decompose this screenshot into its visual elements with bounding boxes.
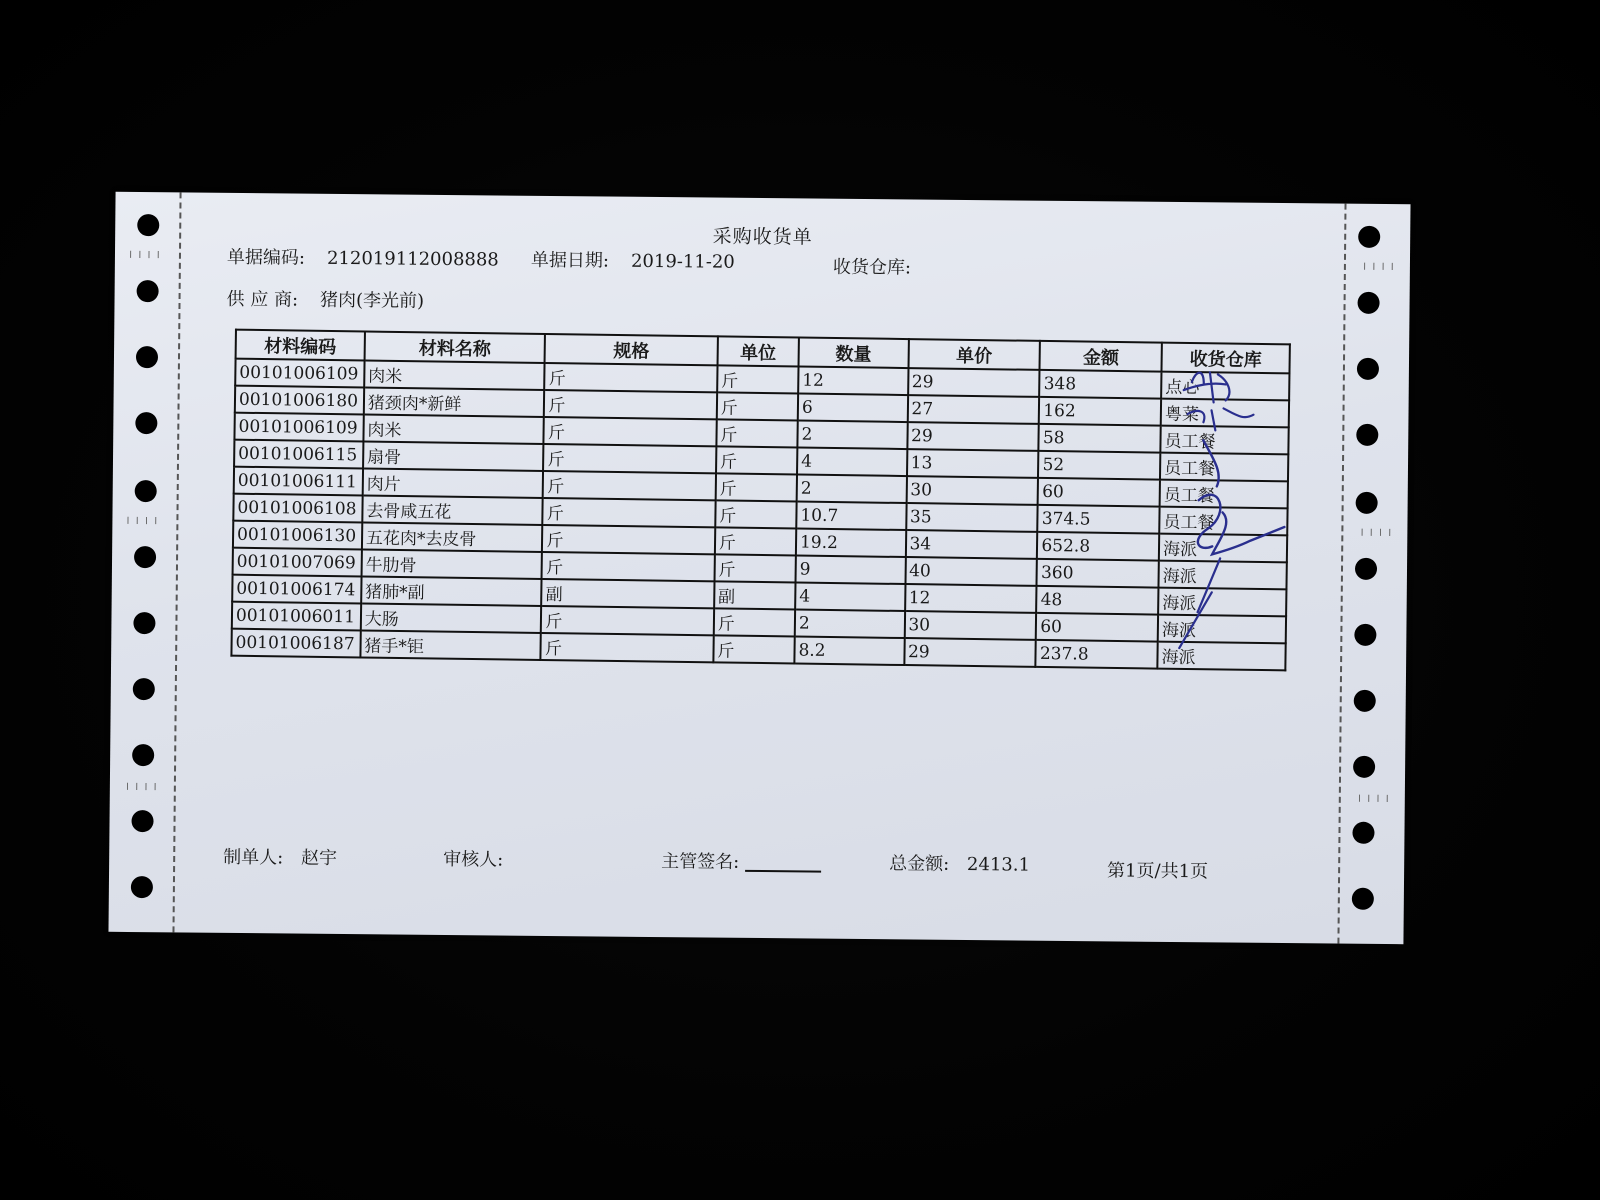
table-cell: 30 — [906, 476, 1038, 505]
table-cell: 35 — [906, 503, 1038, 532]
tractor-hole — [1357, 358, 1379, 380]
table-cell: 27 — [907, 395, 1039, 424]
table-cell: 肉米 — [363, 414, 544, 444]
tractor-hole — [1353, 756, 1375, 778]
table-cell: 斤 — [542, 552, 715, 581]
table-cell: 海派 — [1159, 534, 1287, 563]
table-cell: 00101006180 — [235, 386, 364, 415]
table-cell: 29 — [908, 368, 1040, 397]
column-header: 收货仓库 — [1162, 343, 1290, 374]
table-cell: 360 — [1037, 559, 1159, 588]
tractor-hole — [1357, 292, 1379, 314]
table-cell: 斤 — [544, 390, 717, 419]
table-cell: 斤 — [544, 417, 717, 446]
bill-number-label: 单据编码: — [226, 246, 306, 269]
table-cell: 8.2 — [794, 636, 904, 665]
table-cell: 斤 — [543, 471, 716, 500]
table-cell: 652.8 — [1037, 532, 1159, 561]
table-cell: 00101006187 — [231, 629, 360, 658]
table-cell: 2 — [797, 475, 907, 504]
table-cell: 海派 — [1158, 588, 1286, 617]
left-tractor-holes — [130, 192, 167, 932]
table-cell: 60 — [1038, 478, 1160, 507]
column-header: 规格 — [545, 334, 718, 365]
total-value: 2413.1 — [966, 854, 1031, 876]
table-cell: 海派 — [1159, 561, 1287, 590]
table-cell: 00101006115 — [234, 440, 363, 469]
table-cell: 员工餐 — [1160, 453, 1288, 482]
tractor-hole — [1352, 888, 1374, 910]
supplier-value: 猪肉(李光前) — [319, 289, 425, 312]
table-cell: 粤菜 — [1161, 399, 1289, 428]
left-perforation-line — [172, 192, 181, 932]
table-cell: 五花肉*去皮骨 — [362, 522, 543, 552]
table-cell: 斤 — [717, 392, 799, 420]
tractor-hole — [1356, 424, 1378, 446]
table-cell: 58 — [1039, 424, 1161, 453]
table-cell: 2 — [797, 421, 907, 450]
table-cell: 10.7 — [796, 502, 906, 531]
tractor-hole — [1352, 822, 1374, 844]
table-cell: 斤 — [715, 500, 797, 528]
document-title: 采购收货单 — [712, 225, 813, 249]
tractor-hole — [131, 810, 153, 832]
table-cell: 猪肺*副 — [361, 576, 542, 606]
reviewer-field — [443, 845, 503, 872]
supervisor-signature-line — [745, 870, 821, 873]
table-cell: 海派 — [1158, 615, 1286, 644]
table-cell: 30 — [904, 611, 1036, 640]
supplier-label: 供 应 商: — [226, 288, 299, 311]
column-header: 材料编码 — [236, 330, 365, 361]
perforation-marks: ╷╷╷╷ — [123, 775, 161, 791]
table-cell: 斤 — [541, 633, 714, 662]
table-cell: 猪颈肉*新鲜 — [364, 387, 545, 417]
table-cell: 副 — [542, 579, 715, 608]
table-cell: 29 — [904, 638, 1036, 667]
warehouse-label: 收货仓库: — [832, 256, 912, 279]
table-cell: 19.2 — [796, 529, 906, 558]
table-cell: 00101006111 — [234, 467, 363, 496]
table-cell: 00101006109 — [234, 413, 363, 442]
table-cell: 348 — [1040, 370, 1162, 399]
perforation-marks: ╷╷╷╷ — [1360, 255, 1399, 271]
table-cell: 牛肋骨 — [361, 549, 542, 579]
table-cell: 斤 — [716, 419, 798, 447]
table-cell: 00101006108 — [233, 494, 362, 523]
total-amount-field — [889, 849, 1030, 876]
page-indicator: 第1页/共1页 — [1107, 860, 1209, 883]
items-table — [230, 329, 1290, 672]
table-cell: 斤 — [542, 525, 715, 554]
maker-value: 赵宇 — [300, 847, 338, 869]
table-cell: 斤 — [715, 527, 797, 555]
table-cell: 00101007069 — [233, 548, 362, 577]
table-cell: 员工餐 — [1160, 480, 1288, 509]
tractor-hole — [137, 280, 159, 302]
table-cell: 肉片 — [362, 468, 543, 498]
table-cell: 12 — [905, 584, 1037, 613]
tractor-hole — [131, 876, 153, 898]
table-cell: 去骨咸五花 — [362, 495, 543, 525]
tractor-hole — [135, 412, 157, 434]
table-cell: 237.8 — [1036, 640, 1158, 669]
table-cell: 斤 — [543, 498, 716, 527]
supervisor-label: 主管签名: — [661, 851, 740, 873]
table-cell: 2 — [795, 609, 905, 638]
table-body — [231, 359, 1289, 671]
maker-field — [223, 843, 337, 870]
tractor-hole — [134, 546, 156, 568]
bill-number-field — [227, 243, 499, 272]
table-cell: 00101006130 — [233, 521, 362, 550]
perforation-marks: ╷╷╷╷ — [126, 243, 164, 259]
table-cell: 00101006109 — [235, 359, 364, 388]
reviewer-label: 审核人: — [443, 848, 504, 871]
table-cell: 点心 — [1161, 372, 1289, 401]
table-cell: 斤 — [715, 473, 797, 501]
table-cell: 斤 — [543, 444, 716, 473]
column-header: 数量 — [798, 338, 908, 369]
table-cell: 猪手*钜 — [360, 630, 541, 660]
column-header: 金额 — [1040, 341, 1162, 372]
table-cell: 斤 — [541, 606, 714, 635]
table-cell: 肉米 — [364, 360, 545, 390]
table-cell: 13 — [907, 449, 1039, 478]
tractor-hole — [133, 612, 155, 634]
table-cell: 大肠 — [361, 603, 542, 633]
table-cell: 374.5 — [1038, 505, 1160, 534]
table-cell: 员工餐 — [1159, 507, 1287, 536]
table-cell: 52 — [1038, 451, 1160, 480]
bill-date-label: 单据日期: — [530, 249, 610, 272]
table-cell: 斤 — [717, 365, 799, 393]
table-cell: 斤 — [713, 635, 795, 663]
tractor-hole — [1354, 624, 1376, 646]
table-cell: 斤 — [716, 446, 798, 474]
table-cell: 员工餐 — [1160, 426, 1288, 455]
tractor-hole — [1355, 558, 1377, 580]
table-cell: 4 — [795, 583, 905, 612]
table-cell: 斤 — [545, 363, 718, 392]
table-cell: 副 — [714, 581, 796, 609]
perforation-marks: ╷╷╷╷ — [124, 509, 162, 525]
tractor-hole — [132, 744, 154, 766]
table-cell: 00101006011 — [232, 602, 361, 631]
column-header: 单位 — [717, 336, 799, 366]
column-header: 材料名称 — [364, 331, 545, 363]
table-cell: 40 — [905, 557, 1037, 586]
column-header: 单价 — [908, 339, 1040, 370]
table-cell: 4 — [797, 448, 907, 477]
table-cell: 34 — [905, 530, 1037, 559]
bill-number-value: 212019112008888 — [326, 247, 499, 271]
total-label: 总金额: — [889, 853, 950, 875]
warehouse-field — [833, 253, 933, 280]
tractor-hole — [136, 346, 158, 368]
perforation-marks: ╷╷╷╷ — [1355, 787, 1393, 803]
tractor-hole — [133, 678, 155, 700]
table-cell: 扇骨 — [363, 441, 544, 471]
maker-label: 制单人: — [223, 846, 284, 869]
table-cell: 12 — [798, 367, 908, 396]
table-cell: 00101006174 — [232, 575, 361, 604]
table-cell: 6 — [798, 394, 908, 423]
supplier-field — [226, 285, 424, 313]
tractor-hole — [135, 480, 157, 502]
table-cell: 29 — [907, 422, 1039, 451]
table-cell: 9 — [795, 556, 905, 585]
right-tractor-holes — [1351, 204, 1388, 944]
right-perforation-line — [1337, 204, 1346, 944]
perforation-marks: ╷╷╷╷ — [1358, 521, 1396, 537]
table-cell: 60 — [1036, 613, 1158, 642]
supervisor-signature-field — [661, 847, 821, 875]
tractor-hole — [1354, 690, 1376, 712]
table-cell: 162 — [1039, 397, 1161, 426]
table-cell: 48 — [1036, 586, 1158, 615]
tractor-hole — [1356, 492, 1378, 514]
bill-date-value: 2019-11-20 — [630, 250, 735, 273]
bill-date-field — [531, 246, 735, 274]
table-cell: 斤 — [714, 608, 796, 636]
receipt-paper — [108, 192, 1410, 944]
table-cell: 斤 — [714, 554, 796, 582]
table-cell: 海派 — [1157, 642, 1285, 671]
